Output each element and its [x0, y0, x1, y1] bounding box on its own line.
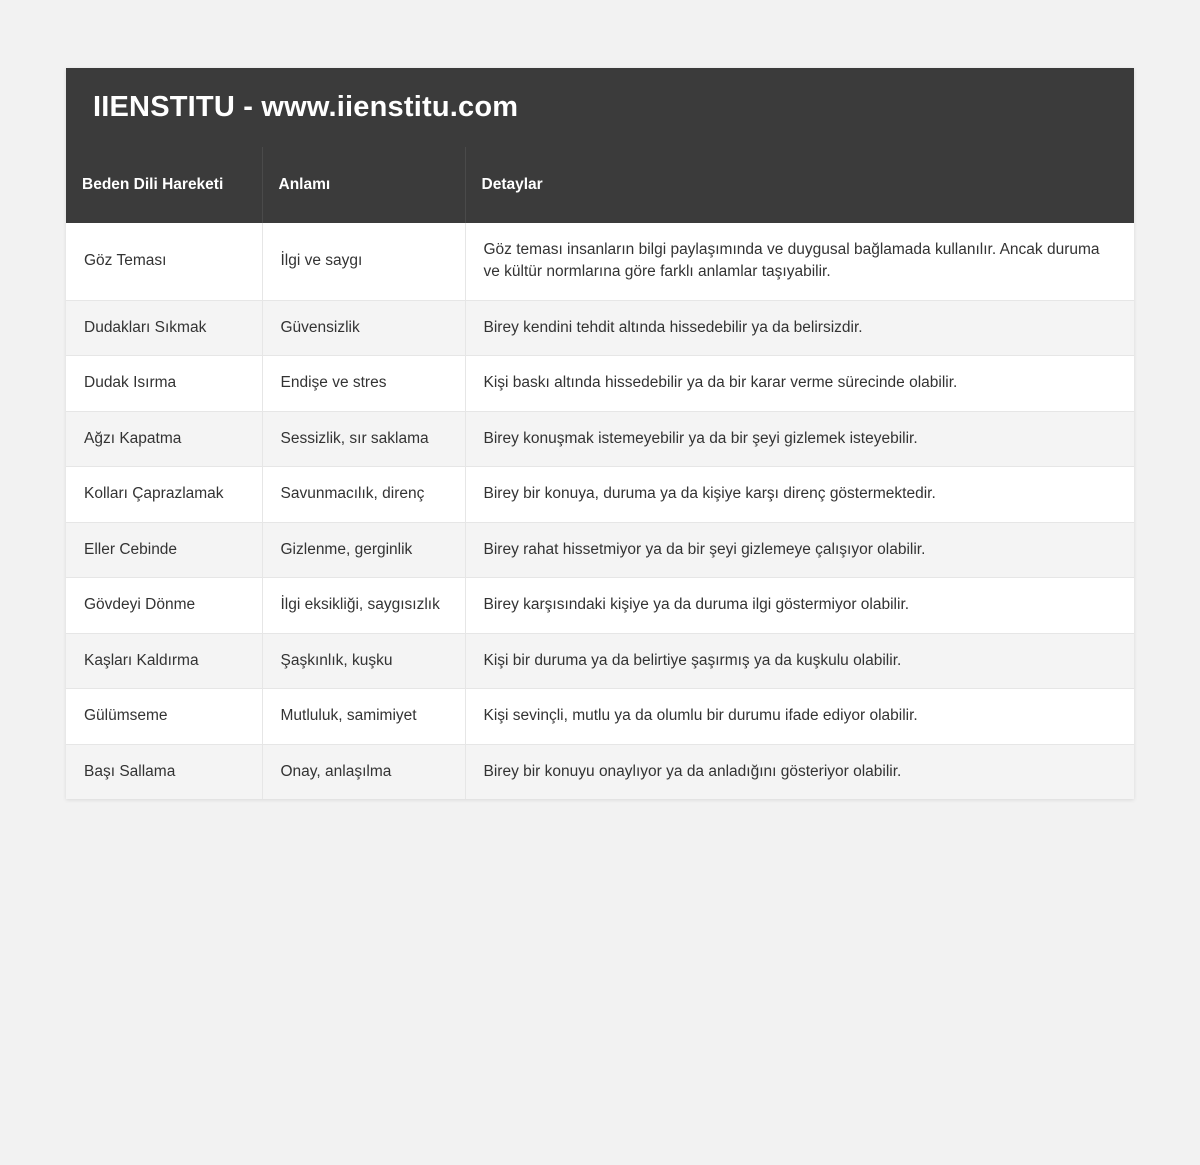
table-row — [66, 522, 1134, 577]
cell-move: Dudakları Sıkmak — [66, 300, 262, 355]
cell-details: Birey karşısındaki kişiye ya da duruma ilgi göstermiyor olabilir. — [465, 578, 1134, 633]
column-header-move: Beden Dili Hareketi — [66, 147, 262, 223]
column-header-meaning: Anlamı — [262, 147, 465, 223]
content-card — [66, 68, 1134, 799]
table-body — [66, 223, 1134, 799]
cell-details: Kişi bir duruma ya da belirtiye şaşırmış ya da kuşkulu olabilir. — [465, 633, 1134, 688]
table-header-row — [66, 147, 1134, 223]
body-language-table — [66, 147, 1134, 799]
table-row — [66, 411, 1134, 466]
cell-move: Gövdeyi Dönme — [66, 578, 262, 633]
table-row — [66, 467, 1134, 522]
cell-details: Birey bir konuyu onaylıyor ya da anladığını gösteriyor olabilir. — [465, 744, 1134, 799]
cell-details: Birey konuşmak istemeyebilir ya da bir şeyi gizlemek isteyebilir. — [465, 411, 1134, 466]
table-row — [66, 300, 1134, 355]
cell-meaning: İlgi ve saygı — [262, 223, 465, 300]
cell-meaning: İlgi eksikliği, saygısızlık — [262, 578, 465, 633]
cell-details: Göz teması insanların bilgi paylaşımında ve duygusal bağlamada kullanılır. Ancak duruma ve kültür normlarına göre farklı anlamlar taşıyabilir. — [465, 223, 1134, 300]
table-row — [66, 223, 1134, 300]
cell-move: Eller Cebinde — [66, 522, 262, 577]
table-row — [66, 356, 1134, 411]
cell-details: Kişi baskı altında hissedebilir ya da bir karar verme sürecinde olabilir. — [465, 356, 1134, 411]
cell-meaning: Sessizlik, sır saklama — [262, 411, 465, 466]
cell-meaning: Mutluluk, samimiyet — [262, 689, 465, 744]
cell-details: Kişi sevinçli, mutlu ya da olumlu bir durumu ifade ediyor olabilir. — [465, 689, 1134, 744]
brand-banner — [66, 68, 1134, 147]
cell-meaning: Onay, anlaşılma — [262, 744, 465, 799]
cell-details: Birey rahat hissetmiyor ya da bir şeyi gizlemeye çalışıyor olabilir. — [465, 522, 1134, 577]
cell-details: Birey kendini tehdit altında hissedebilir ya da belirsizdir. — [465, 300, 1134, 355]
cell-move: Kolları Çaprazlamak — [66, 467, 262, 522]
cell-move: Dudak Isırma — [66, 356, 262, 411]
cell-move: Kaşları Kaldırma — [66, 633, 262, 688]
cell-move: Gülümseme — [66, 689, 262, 744]
cell-meaning: Gizlenme, gerginlik — [262, 522, 465, 577]
cell-details: Birey bir konuya, duruma ya da kişiye karşı direnç göstermektedir. — [465, 467, 1134, 522]
cell-meaning: Savunmacılık, direnç — [262, 467, 465, 522]
table-row — [66, 578, 1134, 633]
cell-meaning: Endişe ve stres — [262, 356, 465, 411]
column-header-details: Detaylar — [465, 147, 1134, 223]
cell-move: Başı Sallama — [66, 744, 262, 799]
cell-meaning: Güvensizlik — [262, 300, 465, 355]
table-row — [66, 744, 1134, 799]
cell-move: Ağzı Kapatma — [66, 411, 262, 466]
cell-move: Göz Teması — [66, 223, 262, 300]
brand-title: IIENSTITU - www.iienstitu.com — [93, 91, 519, 123]
table-header — [66, 147, 1134, 223]
table-row — [66, 633, 1134, 688]
table-row — [66, 689, 1134, 744]
cell-meaning: Şaşkınlık, kuşku — [262, 633, 465, 688]
